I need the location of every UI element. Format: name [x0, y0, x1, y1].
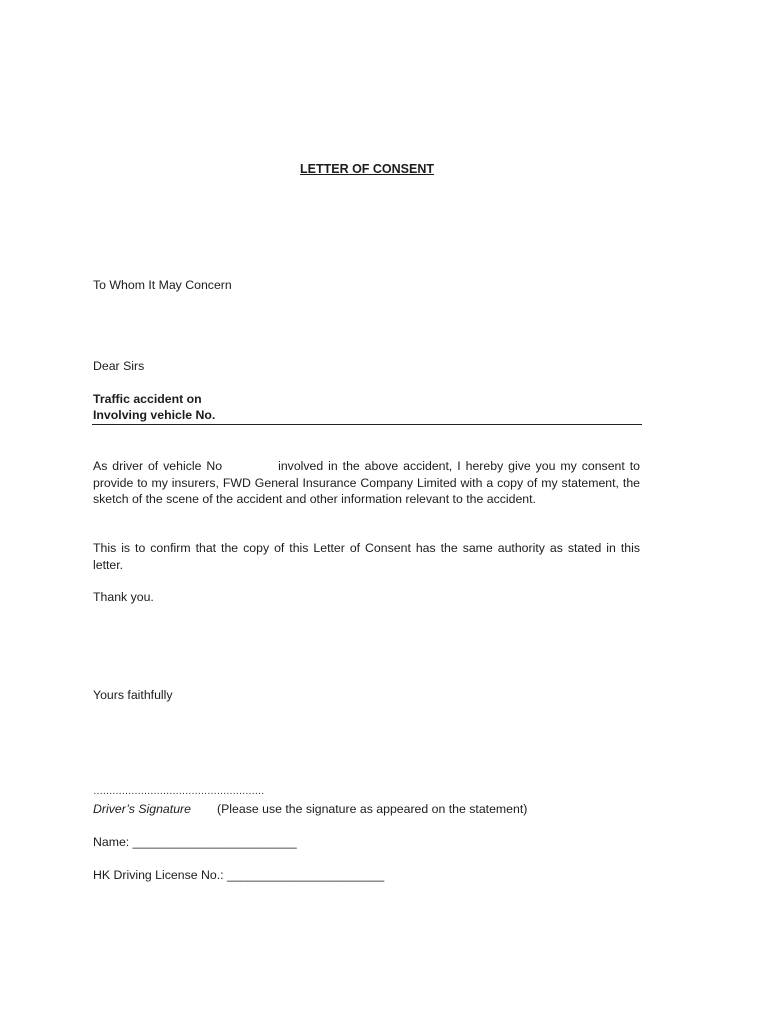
subject-accident-date: Traffic accident on: [93, 392, 202, 406]
signature-note: (Please use the signature as appeared on the statement): [217, 802, 528, 816]
signature-label: Driver’s Signature: [93, 802, 191, 816]
closing-line: Yours faithfully: [93, 688, 173, 702]
consent-text-rest: involved in the above accident, I hereby give you my consent to provide to my insurers, FWD General Insurance Company Limited with a copy of my statement, the sketch of the scene of the accident and other information relevant to the accident.: [93, 459, 640, 507]
subject-divider: [92, 424, 642, 425]
authority-paragraph: This is to confirm that the copy of this Letter of Consent has the same authority as stated in this letter.: [93, 541, 640, 572]
page-title: LETTER OF CONSENT: [299, 162, 435, 176]
signature-row: [93, 801, 693, 817]
name-field: Name: ________________________: [93, 835, 297, 849]
license-field: HK Driving License No.: _______________________: [93, 868, 385, 882]
consent-text-start: As driver of vehicle No: [93, 459, 223, 473]
signature-line: ………………………………………………: [93, 786, 264, 797]
consent-paragraph: [93, 458, 640, 508]
greeting: Dear Sirs: [93, 359, 145, 373]
recipient-line: To Whom It May Concern: [93, 278, 232, 292]
subject-vehicle-no: Involving vehicle No.: [93, 408, 216, 422]
thanks-line: Thank you.: [93, 590, 154, 604]
